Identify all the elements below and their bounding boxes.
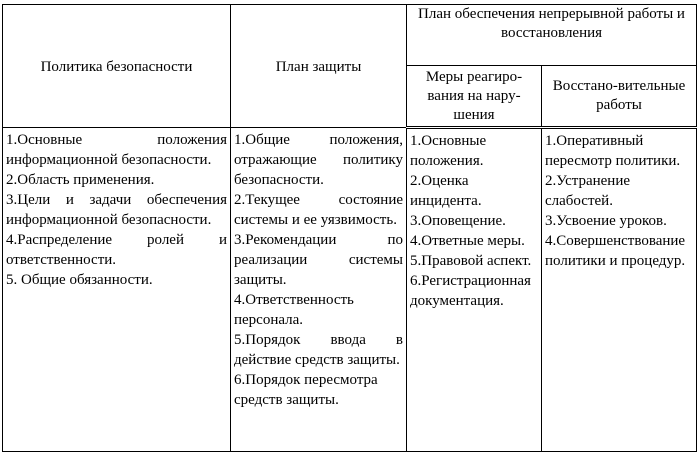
plans-table (2, 4, 697, 452)
list-item: 2.Оценка инцидента. (410, 173, 482, 209)
list-item: 4.Совершенствование политики и процедур. (545, 233, 686, 269)
list-item: 1.Основные положения информационной безопасности. (6, 132, 227, 168)
list-item: 2.Область применения. (6, 172, 155, 188)
header-protection-plan: План защиты (231, 5, 407, 128)
list-item: 4.Распределение ролей и ответственности. (6, 232, 227, 268)
header-continuity-plan: План обеспечения непрерывной работы и восстановления (407, 5, 697, 66)
list-item: 5.Порядок ввода в действие средств защиты. (234, 332, 403, 368)
list-item: 4.Ответные меры. (410, 233, 525, 249)
header-security-policy: Политика безопасности (3, 5, 231, 128)
list-item: 5. Общие обязанности. (6, 272, 153, 288)
list-item: 3.Цели и задачи обеспечения информационной безопасности. (6, 192, 227, 228)
list-item: 2.Текущее состояние системы и ее уязвимость. (234, 192, 403, 228)
header-recovery-work: Восстано-вительные работы (542, 66, 697, 128)
list-item: 3.Рекомендации по реализации системы защиты. (234, 232, 403, 288)
list-item: 6.Регистрационная документация. (410, 273, 531, 309)
list-item: 1.Основные положения. (410, 133, 487, 169)
cell-protection-plan (231, 128, 407, 452)
cell-security-policy (3, 128, 231, 452)
list-item: 3.Оповещение. (410, 213, 506, 229)
header-incident-response: Меры реагиро-вания на нару-шения (407, 66, 542, 128)
cell-recovery-work (542, 128, 697, 452)
list-item: 1.Оперативный пересмотр политики. (545, 133, 681, 169)
list-item: 3.Усвоение уроков. (545, 213, 667, 229)
cell-incident-response (407, 128, 542, 452)
list-item: 4.Ответственность персонала. (234, 292, 354, 328)
list-item: 2.Устранение слабостей. (545, 173, 631, 209)
list-item: 6.Порядок пересмотра средств защиты. (234, 372, 378, 408)
list-item: 1.Общие положения, отражающие политику безопасности. (234, 132, 403, 188)
list-item: 5.Правовой аспект. (410, 253, 532, 269)
